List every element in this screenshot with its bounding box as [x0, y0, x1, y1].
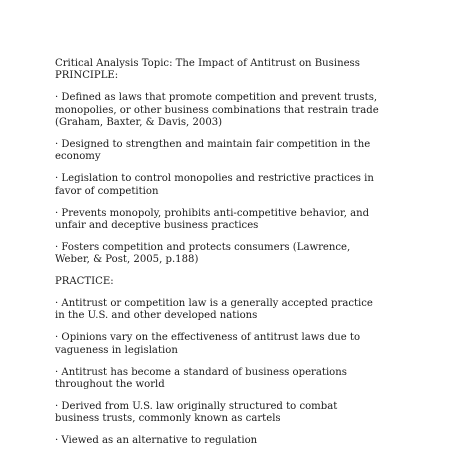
bullet-line: · Derived from U.S. law originally structured to combat — [55, 400, 338, 412]
bullet-line: favor of competition — [55, 185, 159, 197]
document-title: Critical Analysis Topic: The Impact of Antitrust on Business — [55, 58, 360, 69]
bullet-line: · Antitrust or competition law is a generally accepted practice — [55, 297, 373, 309]
bullet-line: · Antitrust has become a standard of business operations — [55, 366, 347, 378]
bullet-line: vagueness in legislation — [55, 344, 178, 356]
practice-bullet-4 — [55, 401, 400, 426]
principle-bullet-1 — [55, 92, 400, 129]
principle-bullet-2 — [55, 139, 400, 164]
bullet-line: · Opinions vary on the effectiveness of antitrust laws due to — [55, 332, 361, 344]
principle-bullet-4 — [55, 208, 400, 233]
bullet-line: throughout the world — [55, 378, 165, 390]
bullet-line: economy — [55, 151, 101, 163]
practice-heading: PRACTICE: — [55, 276, 114, 288]
practice-bullet-5 — [55, 435, 400, 447]
bullet-line: (Graham, Baxter, & Davis, 2003) — [55, 117, 223, 129]
bullet-line: · Fosters competition and protects consumers (Lawrence, — [55, 241, 351, 253]
bullet-line: · Designed to strengthen and maintain fair competition in the — [55, 138, 371, 150]
bullet-line: Weber, & Post, 2005, p.188) — [55, 254, 199, 266]
practice-bullet-2 — [55, 332, 400, 357]
bullet-line: unfair and deceptive business practices — [55, 219, 259, 231]
bullet-line: business trusts, commonly known as cartels — [55, 413, 281, 425]
principle-heading: PRINCIPLE: — [55, 70, 119, 82]
practice-bullet-3 — [55, 367, 400, 392]
bullet-line: in the U.S. and other developed nations — [55, 310, 258, 322]
principle-bullet-3 — [55, 173, 400, 198]
bullet-line: · Legislation to control monopolies and restrictive practices in — [55, 173, 374, 185]
bullet-line: · Viewed as an alternative to regulation — [55, 435, 258, 447]
principle-bullet-5 — [55, 242, 400, 267]
bullet-line: · Prevents monopoly, prohibits anti-competitive behavior, and — [55, 207, 370, 219]
bullet-line: · Defined as laws that promote competition and prevent trusts, — [55, 92, 378, 104]
bullet-line: monopolies, or other business combinations that restrain trade — [55, 104, 379, 116]
practice-bullet-1 — [55, 298, 400, 323]
document-content — [55, 58, 400, 447]
